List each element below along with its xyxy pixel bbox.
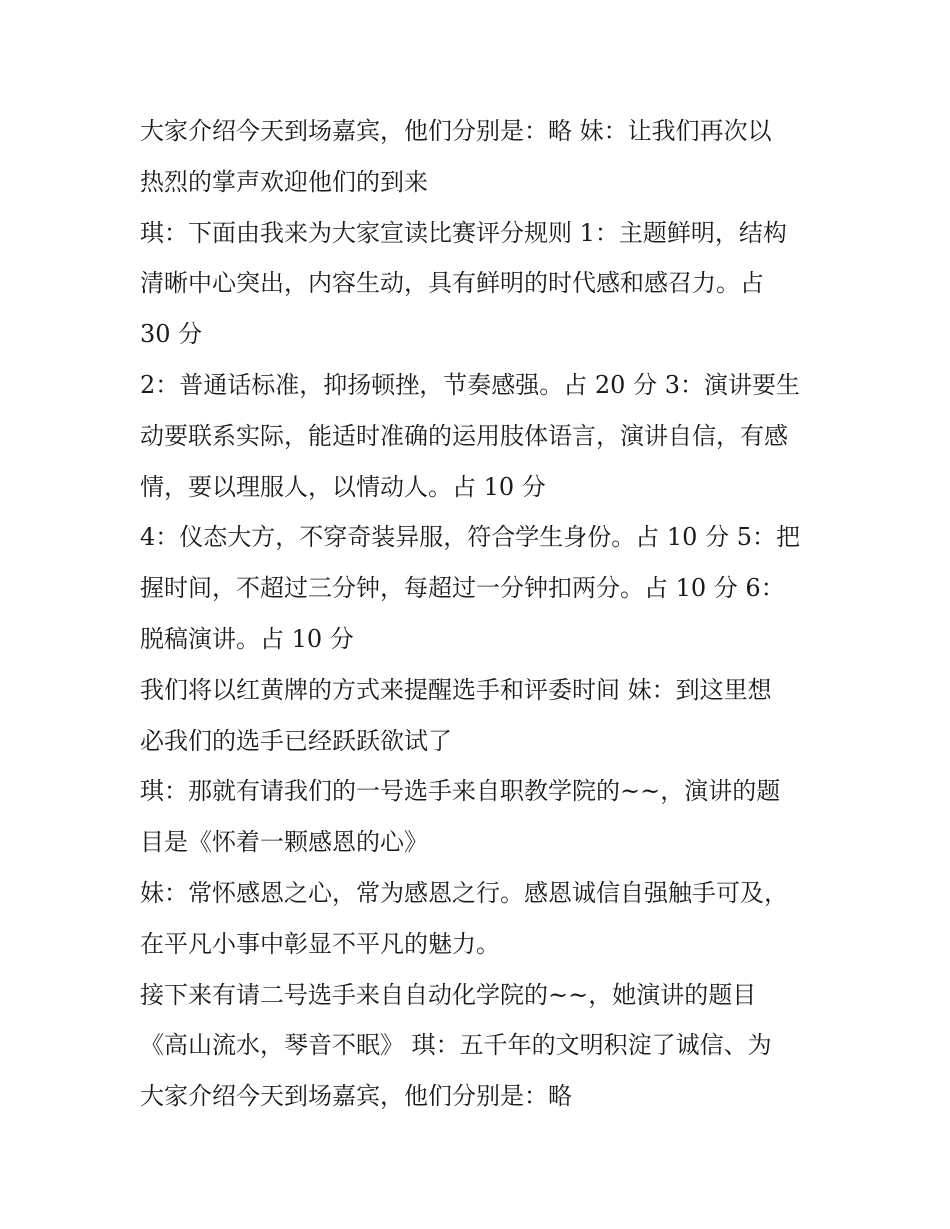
document-body <box>140 106 840 1122</box>
text-line: 琪：下面由我来为大家宣读比赛评分规则 1：主题鲜明，结构 <box>140 218 787 247</box>
text-line: 琪：那就有请我们的一号选手来自职教学院的~~，演讲的题 <box>140 777 781 806</box>
text-line: 大家介绍今天到场嘉宾，他们分别是：略 <box>140 1082 572 1111</box>
text-line: 4：仪态大方，不穿奇装异服，符合学生身份。占 10 分 5：把 <box>140 523 800 552</box>
text-line: 我们将以红黄牌的方式来提醒选手和评委时间 妹：到这里想 <box>140 675 772 704</box>
text-line: 妹：常怀感恩之心，常为感恩之行。感恩诚信自强触手可及， <box>140 878 788 907</box>
text-line: 大家介绍今天到场嘉宾，他们分别是：略 妹：让我们再次以 <box>140 117 772 145</box>
text-line: 情，要以理服人，以情动人。占 10 分 <box>140 472 546 501</box>
text-line: 在平凡小事中彰显不平凡的魅力。 <box>140 929 500 958</box>
text-line: 必我们的选手已经跃跃欲试了 <box>140 726 452 755</box>
text-line: 2：普通话标准，抑扬顿挫，节奏感强。占 20 分 3：演讲要生 <box>140 370 800 399</box>
text-line: 接下来有请二号选手来自自动化学院的~~，她演讲的题目 <box>140 980 757 1009</box>
text-line: 《高山流水，琴音不眠》 琪：五千年的文明积淀了诚信、为 <box>140 1031 772 1060</box>
text-line: 动要联系实际，能适时准确的运用肢体语言，演讲自信，有感 <box>140 421 788 450</box>
text-line: 脱稿演讲。占 10 分 <box>140 624 354 653</box>
text-line: 目是《怀着一颗感恩的心》 <box>140 828 428 857</box>
text-line: 热烈的掌声欢迎他们的到来 <box>140 167 428 196</box>
text-line: 握时间，不超过三分钟，每超过一分钟扣两分。占 10 分 6： <box>140 574 785 603</box>
text-line: 清晰中心突出，内容生动，具有鲜明的时代感和感召力。占 <box>140 269 764 298</box>
text-line: 30 分 <box>140 320 203 349</box>
